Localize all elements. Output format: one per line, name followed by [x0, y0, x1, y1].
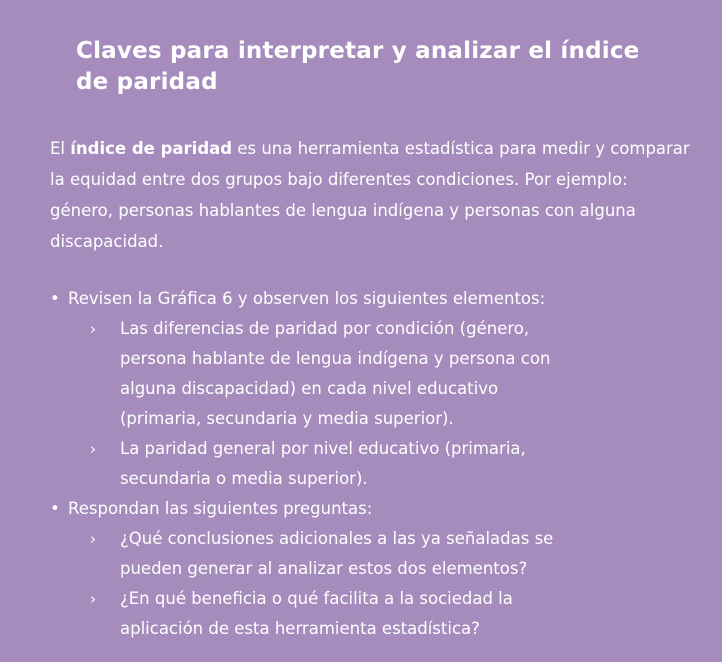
sub-list	[68, 524, 670, 644]
sub-item-text: ¿En qué beneficia o qué facilita a la sociedad la aplicación de esta herramienta estadística?	[120, 589, 513, 638]
chevron-right-icon: ›	[90, 530, 96, 548]
bullet-icon: •	[50, 499, 60, 518]
sub-item-text: ¿Qué conclusiones adicionales a las ya señaladas se pueden generar al analizar estos dos elementos?	[120, 529, 554, 578]
panel-title	[76, 36, 656, 98]
bullet-item	[50, 284, 670, 494]
chevron-right-icon: ›	[90, 590, 96, 608]
sub-list	[68, 314, 670, 494]
sub-item	[68, 434, 560, 494]
bullet-list	[50, 284, 670, 644]
title-line-1: Claves para interpretar y analizar el índice	[76, 38, 640, 64]
chevron-right-icon: ›	[90, 440, 96, 458]
intro-prefix: El	[50, 139, 71, 158]
bullet-icon: •	[50, 289, 60, 308]
sub-item-text: Las diferencias de paridad por condición (género, persona hablante de lengua indígena y persona con alguna discapacidad) en cada nivel educativo (primaria, secundaria y media superior).	[120, 319, 551, 428]
intro-bold-term: índice de paridad	[70, 139, 233, 158]
sub-item	[68, 314, 560, 434]
sub-item	[68, 584, 560, 644]
intro-paragraph	[50, 133, 690, 257]
sub-item-text: La paridad general por nivel educativo (primaria, secundaria o media superior).	[120, 439, 526, 488]
intro-rest: es una herramienta estadística para medir y comparar la equidad entre dos grupos bajo diferentes condiciones. Por ejemplo: género, personas hablantes de lengua indígena y personas con alguna discapacidad.	[50, 139, 690, 251]
title-line-2: de paridad	[76, 69, 218, 95]
bullet-text: Respondan las siguientes preguntas:	[68, 499, 373, 518]
bullet-item	[50, 494, 670, 644]
chevron-right-icon: ›	[90, 320, 96, 338]
sub-item	[68, 524, 560, 584]
bullet-text: Revisen la Gráfica 6 y observen los siguientes elementos:	[68, 289, 546, 308]
